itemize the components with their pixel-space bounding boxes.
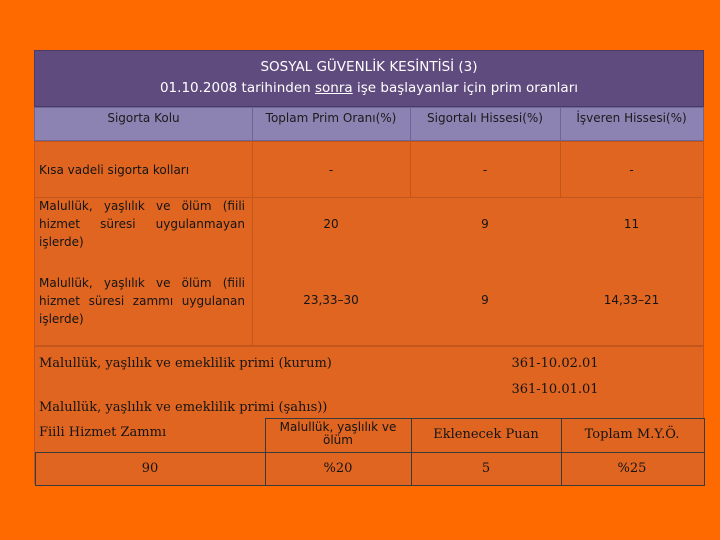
fhz-value-4: %25 [617, 461, 647, 476]
fhz-puan-header: Eklenecek Puan [433, 427, 539, 442]
row-3-isveren: 14,33–21 [603, 293, 660, 307]
title-line-2: 01.10.2008 tarihinden sonra işe başlayanlar için prim oranları [159, 80, 579, 96]
fhz-myo-box [265, 418, 413, 454]
notes-area [34, 346, 704, 484]
row-3-sigortali: 9 [481, 293, 489, 307]
header-sigorta-kolu: Sigorta Kolu [35, 108, 253, 140]
row-3-kol: Malullük, yaşlılık ve ölüm (fiili hizmet süresi zammı uygulanan işlerde) [39, 276, 245, 326]
kurum-code: 361-10.02.01 [511, 356, 599, 371]
header-isveren-hissesi: İşveren Hissesi(%) [576, 111, 687, 125]
row-2-toplam: 20 [323, 217, 339, 231]
header-row [34, 107, 704, 141]
row-1-isveren: - [629, 163, 634, 177]
fhz-myo-header: Malullük, yaşlılık ve ölüm [279, 420, 397, 447]
fhz-value-box-1 [35, 452, 267, 486]
sahis-code: 361-10.01.01 [511, 382, 599, 397]
fhz-value-box-3 [411, 452, 563, 486]
fhz-value-box-4 [561, 452, 705, 486]
header-toplam-prim: Toplam Prim Oranı(%) [252, 108, 411, 140]
title-line-1: SOSYAL GÜVENLİK KESİNTİSİ (3) [260, 59, 478, 75]
fhz-value-box-2 [265, 452, 413, 486]
kurum-label: Malullük, yaşlılık ve emeklilik primi (kurum) [39, 356, 332, 371]
fhz-header: Fiili Hizmet Zammı [39, 425, 167, 440]
sahis-label: Malullük, yaşlılık ve emeklilik primi (şahıs)) [39, 400, 328, 415]
row-2-sigortali: 9 [481, 217, 489, 231]
row-1-kol: Kısa vadeli sigorta kolları [39, 163, 190, 177]
row-3-toplam: 23,33–30 [303, 293, 359, 307]
fhz-value-2: %20 [323, 461, 353, 476]
fhz-value-1: 90 [141, 461, 159, 476]
row-1-toplam: - [328, 163, 334, 177]
premium-table [34, 141, 704, 346]
table-title [34, 50, 704, 107]
row-2-isveren: 11 [623, 217, 640, 231]
fhz-value-3: 5 [481, 461, 491, 476]
fhz-toplam-box [561, 418, 705, 454]
fhz-toplam-header: Toplam M.Y.Ö. [584, 427, 680, 442]
row-1-sigortali: - [482, 163, 488, 177]
row-2-kol: Malullük, yaşlılık ve ölüm (fiili hizmet süresi uygulanmayan işlerde) [39, 199, 245, 249]
fhz-puan-box [411, 418, 563, 454]
header-sigortali-hissesi: Sigortalı Hissesi(%) [410, 108, 561, 140]
